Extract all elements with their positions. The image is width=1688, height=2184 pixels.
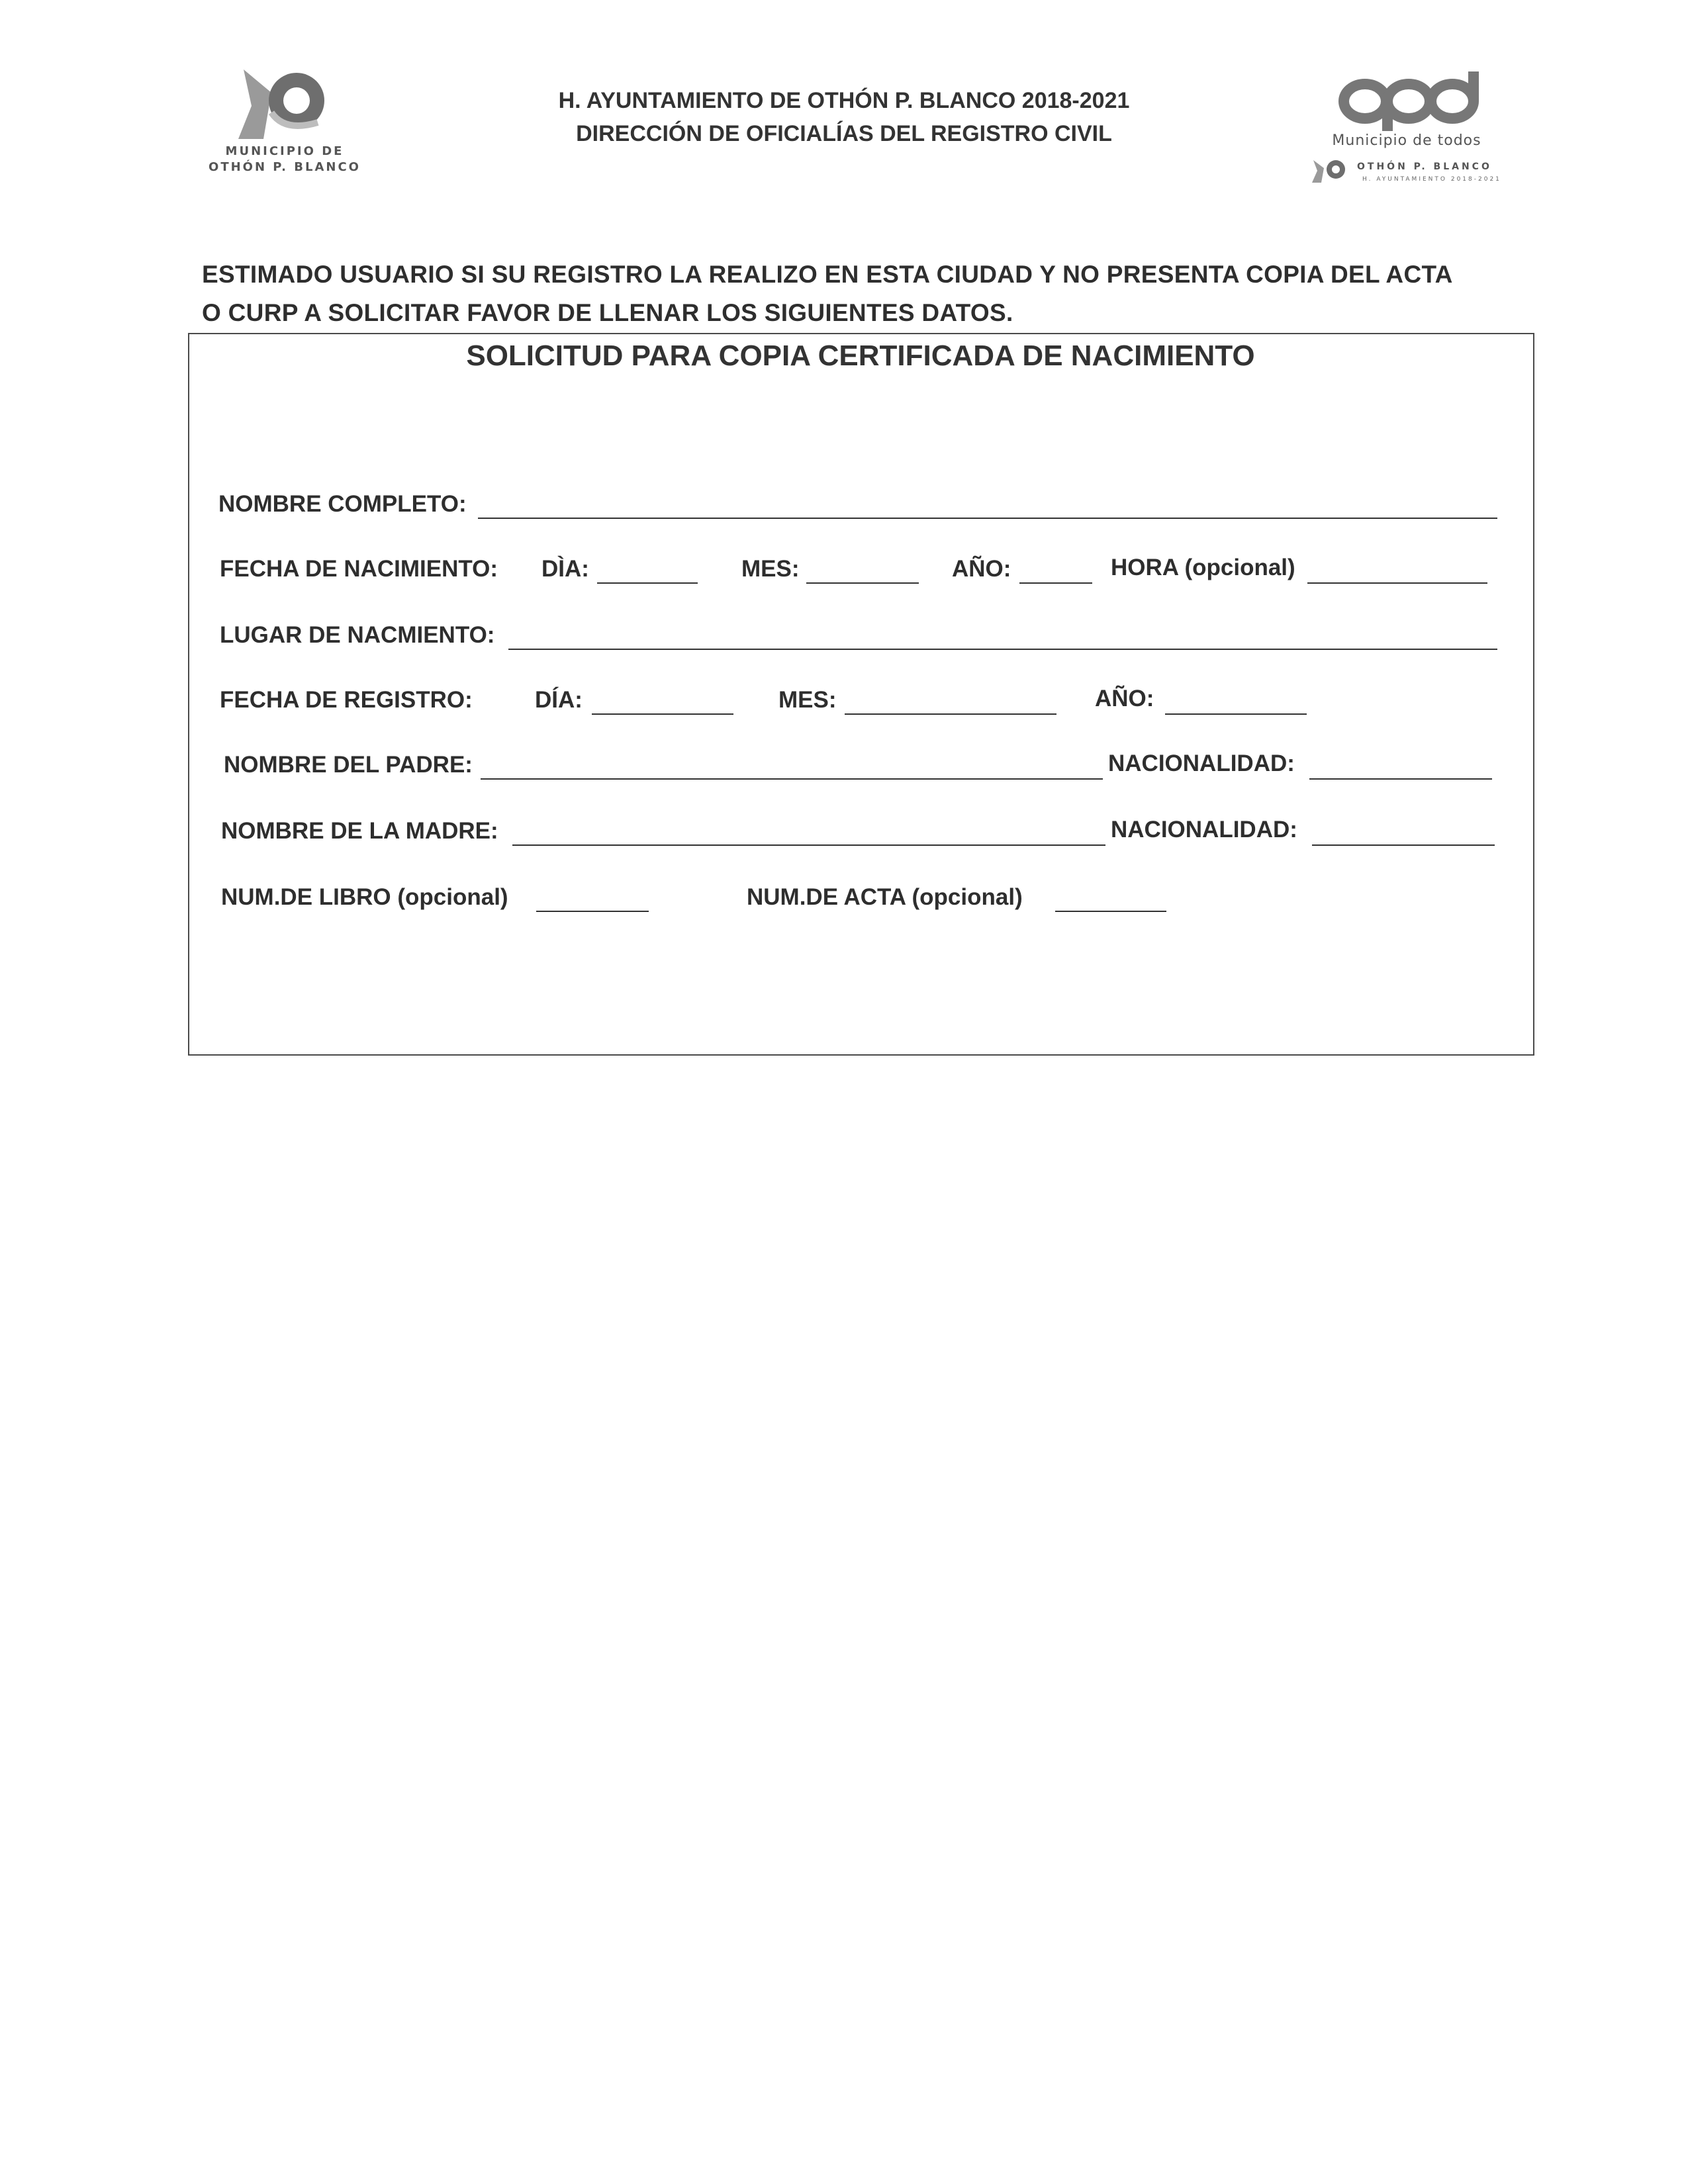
- opb-logo: [1297, 71, 1516, 191]
- nacimiento-mes-label: MES:: [741, 556, 800, 582]
- registro-anio-label: AÑO:: [1095, 686, 1154, 711]
- lugar-nacimiento-label: LUGAR DE NACMIENTO:: [220, 622, 495, 648]
- nacimiento-mes-field[interactable]: [806, 582, 919, 584]
- nombre-padre-label: NOMBRE DEL PADRE:: [224, 752, 473, 778]
- nombre-madre-label: NOMBRE DE LA MADRE:: [221, 818, 498, 844]
- registro-dia-label: DÍA:: [535, 687, 583, 713]
- fecha-registro-label: FECHA DE REGISTRO:: [220, 687, 473, 713]
- opb-tagline: Municipio de todos: [1332, 132, 1481, 149]
- padre-nacionalidad-field[interactable]: [1309, 778, 1492, 780]
- nacimiento-anio-field[interactable]: [1019, 582, 1092, 584]
- notice-line1: ESTIMADO USUARIO SI SU REGISTRO LA REALIZO EN ESTA CIUDAD Y NO PRESENTA COPIA DEL ACTA: [202, 261, 1453, 288]
- registro-dia-field[interactable]: [592, 713, 733, 715]
- form-title: SOLICITUD PARA COPIA CERTIFICADA DE NACIMIENTO: [466, 340, 1255, 372]
- registro-mes-label: MES:: [778, 687, 837, 713]
- madre-nacionalidad-field[interactable]: [1312, 844, 1495, 846]
- header-title-line2: DIRECCIÓN DE OFICIALÍAS DEL REGISTRO CIVIL: [576, 121, 1112, 146]
- num-acta-field[interactable]: [1055, 911, 1166, 912]
- notice-line2: O CURP A SOLICITAR FAVOR DE LLENAR LOS SIGUIENTES DATOS.: [202, 299, 1013, 326]
- nacimiento-dia-field[interactable]: [597, 582, 698, 584]
- padre-nacionalidad-label: NACIONALIDAD:: [1108, 751, 1295, 776]
- nombre-completo-label: NOMBRE COMPLETO:: [218, 491, 467, 517]
- nombre-completo-field[interactable]: [478, 518, 1497, 519]
- num-libro-label: NUM.DE LIBRO (opcional): [221, 884, 508, 910]
- opb-mark-icon: [1337, 71, 1483, 131]
- left-logo-line1: MUNICIPIO DE: [225, 144, 344, 158]
- registro-mes-field[interactable]: [845, 713, 1056, 715]
- left-logo-line2: OTHÓN P. BLANCO: [209, 160, 361, 174]
- nacimiento-anio-label: AÑO:: [952, 556, 1011, 582]
- num-acta-label: NUM.DE ACTA (opcional): [747, 884, 1023, 910]
- lugar-nacimiento-field[interactable]: [508, 649, 1497, 650]
- madre-nacionalidad-label: NACIONALIDAD:: [1111, 817, 1297, 842]
- nacimiento-hora-label: HORA (opcional): [1111, 555, 1295, 580]
- nombre-madre-field[interactable]: [512, 844, 1105, 846]
- header-title-line1: H. AYUNTAMIENTO DE OTHÓN P. BLANCO 2018-2021: [558, 88, 1130, 113]
- nacimiento-dia-label: DÌA:: [541, 556, 589, 582]
- registro-anio-field[interactable]: [1165, 713, 1307, 715]
- nacimiento-hora-field[interactable]: [1307, 582, 1487, 584]
- nombre-padre-field[interactable]: [481, 778, 1103, 780]
- opb-org-name: OTHÓN P. BLANCO: [1357, 161, 1492, 172]
- fecha-nacimiento-label: FECHA DE NACIMIENTO:: [220, 556, 498, 582]
- num-libro-field[interactable]: [536, 911, 649, 912]
- small-emblem-icon: [1311, 158, 1350, 184]
- opb-period: H. AYUNTAMIENTO 2018-2021: [1362, 176, 1501, 183]
